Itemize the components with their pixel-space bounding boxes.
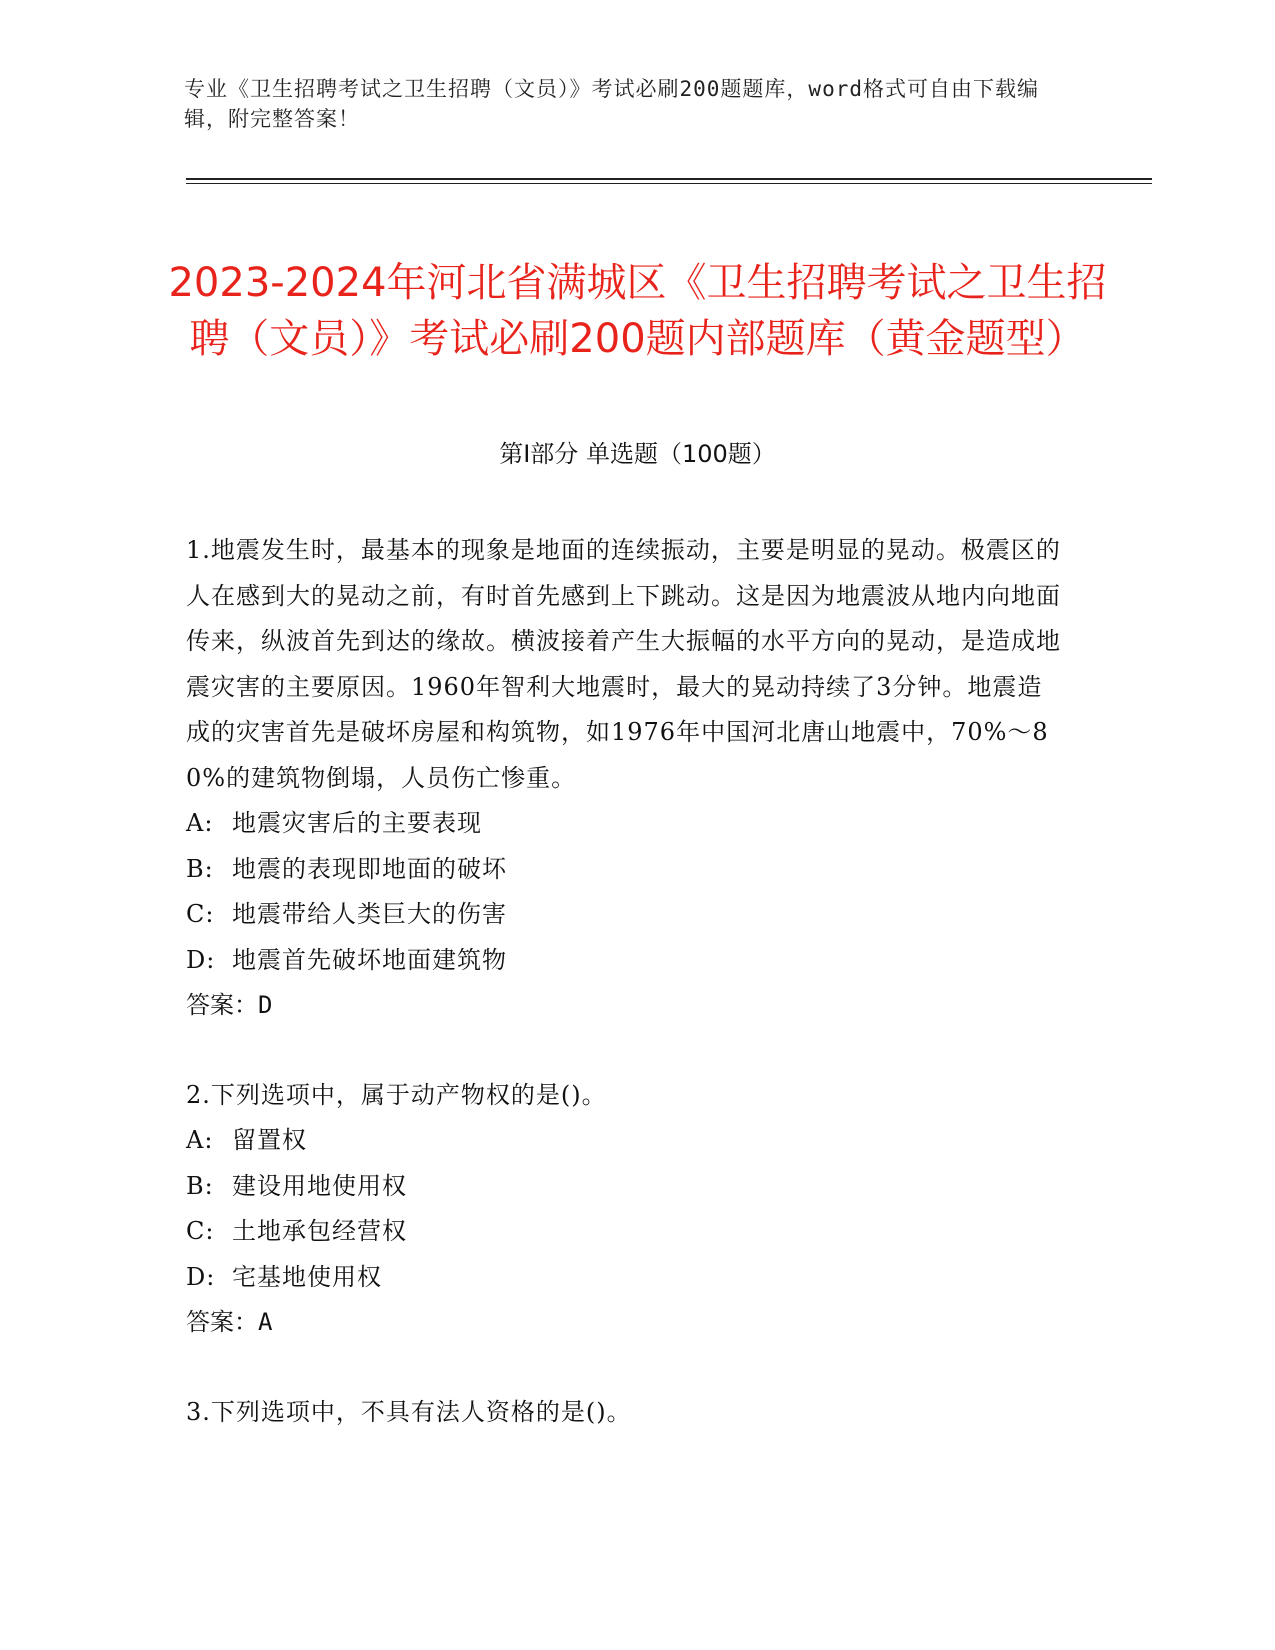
option-d bbox=[186, 1255, 1066, 1301]
option-text: 地震灾害后的主要表现 bbox=[232, 809, 482, 837]
option-c bbox=[186, 1209, 1066, 1255]
option-label: C: bbox=[186, 900, 215, 928]
option-a bbox=[186, 1118, 1066, 1164]
header-divider-thin bbox=[186, 183, 1152, 184]
question-text: 2.下列选项中，属于动产物权的是()。 bbox=[186, 1080, 607, 1109]
question-1 bbox=[186, 528, 1066, 1029]
option-text: 地震的表现即地面的破坏 bbox=[232, 854, 507, 883]
option-label: A: bbox=[186, 809, 214, 837]
header-divider bbox=[186, 178, 1152, 180]
option-c bbox=[186, 892, 1066, 938]
option-text: 留置权 bbox=[232, 1126, 307, 1154]
question-text: 3.下列选项中，不具有法人资格的是()。 bbox=[186, 1397, 632, 1426]
option-text: 地震带给人类巨大的伤害 bbox=[232, 900, 507, 928]
option-text: 建设用地使用权 bbox=[232, 1171, 407, 1200]
option-a bbox=[186, 801, 1066, 847]
option-b bbox=[186, 1164, 1066, 1210]
question-2 bbox=[186, 1073, 1066, 1346]
option-text: 土地承包经营权 bbox=[232, 1217, 407, 1245]
option-text: 地震首先破坏地面建筑物 bbox=[232, 945, 507, 974]
question-3 bbox=[186, 1390, 1066, 1436]
option-label: B: bbox=[186, 854, 214, 883]
header-note: 专业《卫生招聘考试之卫生招聘（文员）》考试必刷200题题库，word格式可自由下载编辑，附完整答案！ bbox=[184, 77, 1039, 131]
option-label: B: bbox=[186, 1171, 214, 1200]
option-label: C: bbox=[186, 1217, 215, 1245]
option-d bbox=[186, 938, 1066, 984]
question-text: 1.地震发生时，最基本的现象是地面的连续振动，主要是明显的晃动。极震区的人在感到大的晃动之前，有时首先感到上下跳动。这是因为地震波从地内向地面传来，纵波首先到达的缘故。横波接着产生大振幅的水平方向的晃动，是造成地震灾害的主要原因。1960年智利大地震时，最大的晃动持续了3分钟。地震造成的灾害首先是破坏房屋和构筑物，如1976年中国河北唐山地震中，70%～80%的建筑物倒塌，人员伤亡惨重。 bbox=[186, 536, 1061, 792]
option-text: 宅基地使用权 bbox=[232, 1262, 382, 1291]
question-list bbox=[186, 528, 1066, 1479]
option-label: D: bbox=[186, 945, 216, 974]
section-title: 第I部分 单选题（100题） bbox=[499, 440, 776, 468]
option-label: D: bbox=[186, 1262, 216, 1291]
option-label: A: bbox=[186, 1126, 214, 1154]
option-b bbox=[186, 847, 1066, 893]
answer: 答案：A bbox=[186, 1308, 273, 1336]
document-title: 2023-2024年河北省满城区《卫生招聘考试之卫生招聘（文员）》考试必刷200题内部题库（黄金题型） bbox=[168, 259, 1107, 362]
answer: 答案：D bbox=[186, 991, 273, 1019]
